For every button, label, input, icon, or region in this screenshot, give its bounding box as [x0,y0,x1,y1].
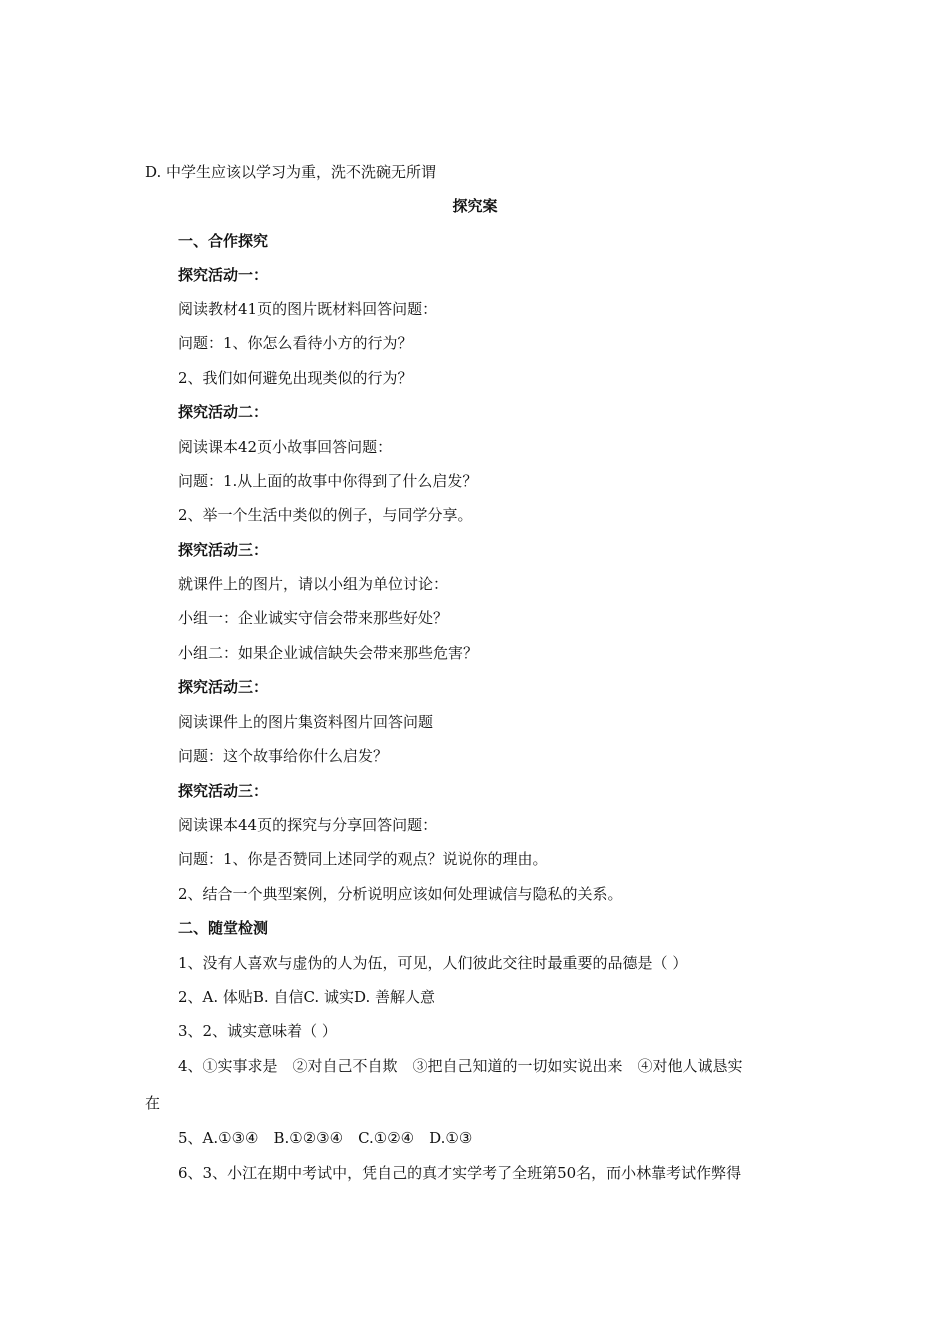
activity-3b-question: 问题：这个故事给你什么启发？ [178,747,389,765]
test-item-2: 2、A. 体贴B. 自信C. 诚实D. 善解人意 [178,988,435,1006]
activity-3b-heading: 探究活动三： [178,678,269,696]
activity-2-instruction: 阅读课本42页小故事回答问题： [178,438,393,456]
activity-3b-instruction: 阅读课件上的图片集资料图片回答问题 [178,713,434,731]
activity-1-instruction: 阅读教材41页的图片既材料回答问题： [178,300,438,318]
test-item-3: 3、2、诚实意味着（ ） [178,1022,337,1040]
activity-2-question-1: 问题：1.从上面的故事中你得到了什么启发？ [178,472,478,490]
heading-class-test: 二、随堂检测 [178,919,269,937]
activity-3c-instruction: 阅读课本44页的探究与分享回答问题： [178,816,438,834]
section-title: 探究案 [452,197,498,215]
activity-2-heading: 探究活动二： [178,403,269,421]
test-item-1: 1、没有人喜欢与虚伪的人为伍，可见，人们彼此交往时最重要的品德是（ ） [178,954,688,972]
activity-3c-question-1: 问题：1、你是否赞同上述同学的观点？说说你的理由。 [178,850,548,868]
test-item-4: 4、①实事求是 ②对自己不自欺 ③把自己知道的一切如实说出来 ④对他人诚恳实 [178,1057,743,1075]
test-item-5: 5、A.①③④ B.①②③④ C.①②④ D.①③ [178,1129,473,1147]
activity-2-question-2: 2、举一个生活中类似的例子，与同学分享。 [178,506,473,524]
activity-3-instruction: 就课件上的图片，请以小组为单位讨论： [178,575,449,593]
activity-1-question-1: 问题：1、你怎么看待小方的行为？ [178,334,413,352]
test-item-4-continuation: 在 [145,1094,161,1112]
activity-3-group-1: 小组一：企业诚实守信会带来那些好处？ [178,609,449,627]
activity-1-question-2: 2、我们如何避免出现类似的行为？ [178,369,413,387]
test-item-6: 6、3、小江在期中考试中，凭自己的真才实学考了全班第50名，而小林靠考试作弊得 [178,1164,742,1182]
activity-1-heading: 探究活动一： [178,266,269,284]
activity-3-group-2: 小组二：如果企业诚信缺失会带来那些危害？ [178,644,479,662]
activity-3c-heading: 探究活动三： [178,782,269,800]
heading-cooperative-inquiry: 一、合作探究 [178,232,269,250]
option-d-line: D. 中学生应该以学习为重，洗不洗碗无所谓 [145,163,437,181]
activity-3c-question-2: 2、结合一个典型案例，分析说明应该如何处理诚信与隐私的关系。 [178,885,623,903]
activity-3-heading: 探究活动三： [178,541,269,559]
